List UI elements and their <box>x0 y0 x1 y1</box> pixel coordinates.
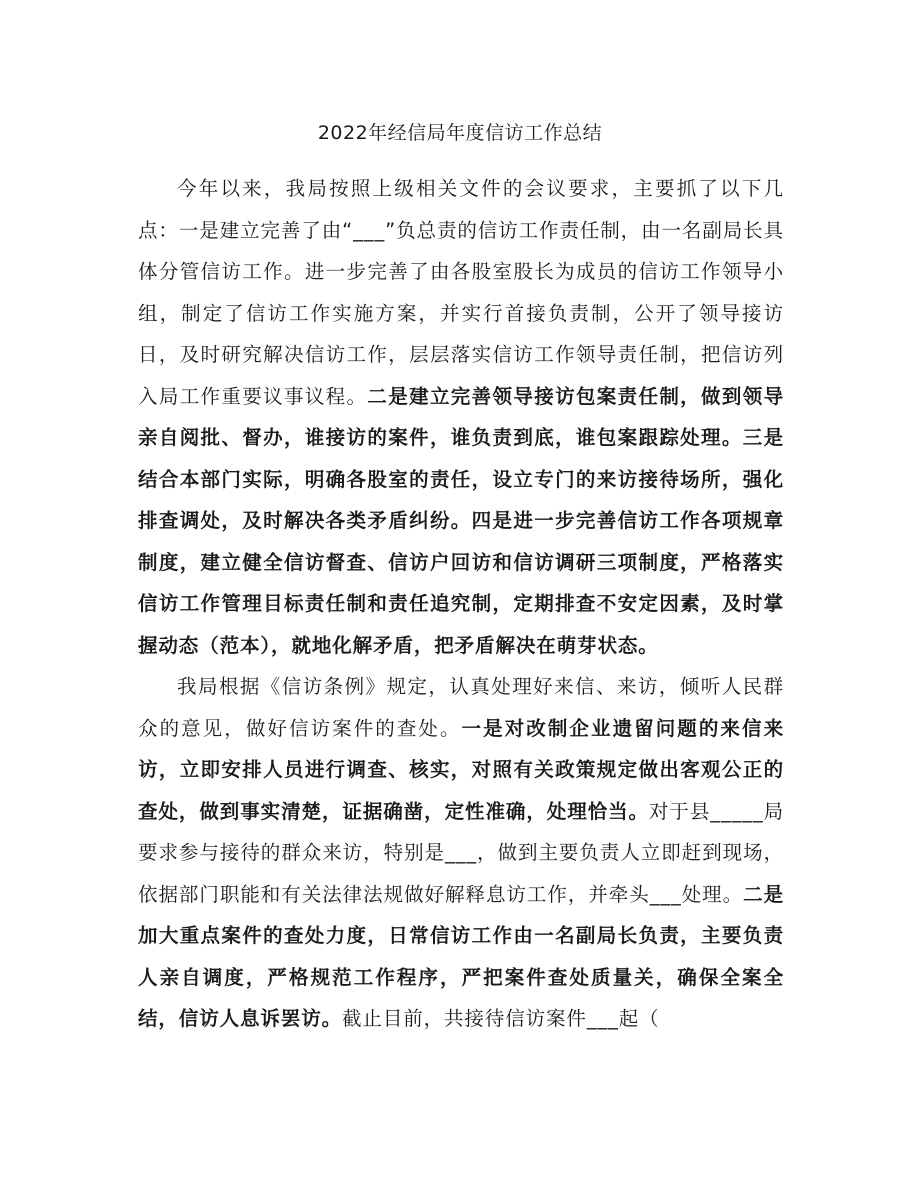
paragraph-2-segment-5: 截止目前，共接待信访案件___起（ <box>342 1007 660 1030</box>
paragraph-2-segment-2-bold: 一是对改制企业遗留问题的来信来访，立即安排人员进行调查、核实，对照有关政策规定做出客观公正的查处，做到事实清楚，证据确凿，定性准确，处理恰当。 <box>138 716 784 823</box>
paragraph-1-segment-1: 今年以来，我局按照上级相关文件的会议要求，主要抓了以下几点：一是建立完善了由“___”负总责的信访工作责任制，由一名副局长具体分管信访工作。进一步完善了由各股室股长为成员的信访工作领导小组，制定了信访工作实施方案，并实行首接负责制，公开了领导接访日，及时研究解决信访工作，层层落实信访工作领导责任制，把信访列入局工作重要议事议程。 <box>138 177 784 408</box>
paragraph-2-segment-3: 对于县_____局要求参与接待的群众来访，特别是___，做到主要负责人立即赶到现场，依据部门职能和有关法律法规做好解释息访工作，并牵头___处理。 <box>138 799 784 906</box>
document-body <box>138 168 784 1040</box>
paragraph-2-segment-1: 我局根据《信访条例》规定，认真处理好来信、来访，倾听人民群众的意见，做好信访案件的查处。 <box>138 675 784 740</box>
paragraph-2 <box>138 666 784 1040</box>
paragraph-1-segment-2-bold: 二是建立完善领导接访包案责任制，做到领导亲自阅批、督办，谁接访的案件，谁负责到底，谁包案跟踪处理。三是结合本部门实际，明确各股室的责任，设立专门的来访接待场所，强化排查调处，及时解决各类矛盾纠纷。四是进一步完善信访工作各项规章制度，建立健全信访督查、信访户回访和信访调研三项制度，严格落实信访工作管理目标责任制和责任追究制，定期排查不安定因素，及时掌握动态（范本），就地化解矛盾，把矛盾解决在萌芽状态。 <box>138 384 784 657</box>
document-title: 2022年经信局年度信访工作总结 <box>317 122 603 144</box>
paragraph-1 <box>138 168 784 666</box>
paragraph-2-segment-4-bold: 二是加大重点案件的查处力度，日常信访工作由一名副局长负责，主要负责人亲自调度，严格规范工作程序，严把案件查处质量关，确保全案全结，信访人息诉罢访。 <box>138 882 784 1030</box>
